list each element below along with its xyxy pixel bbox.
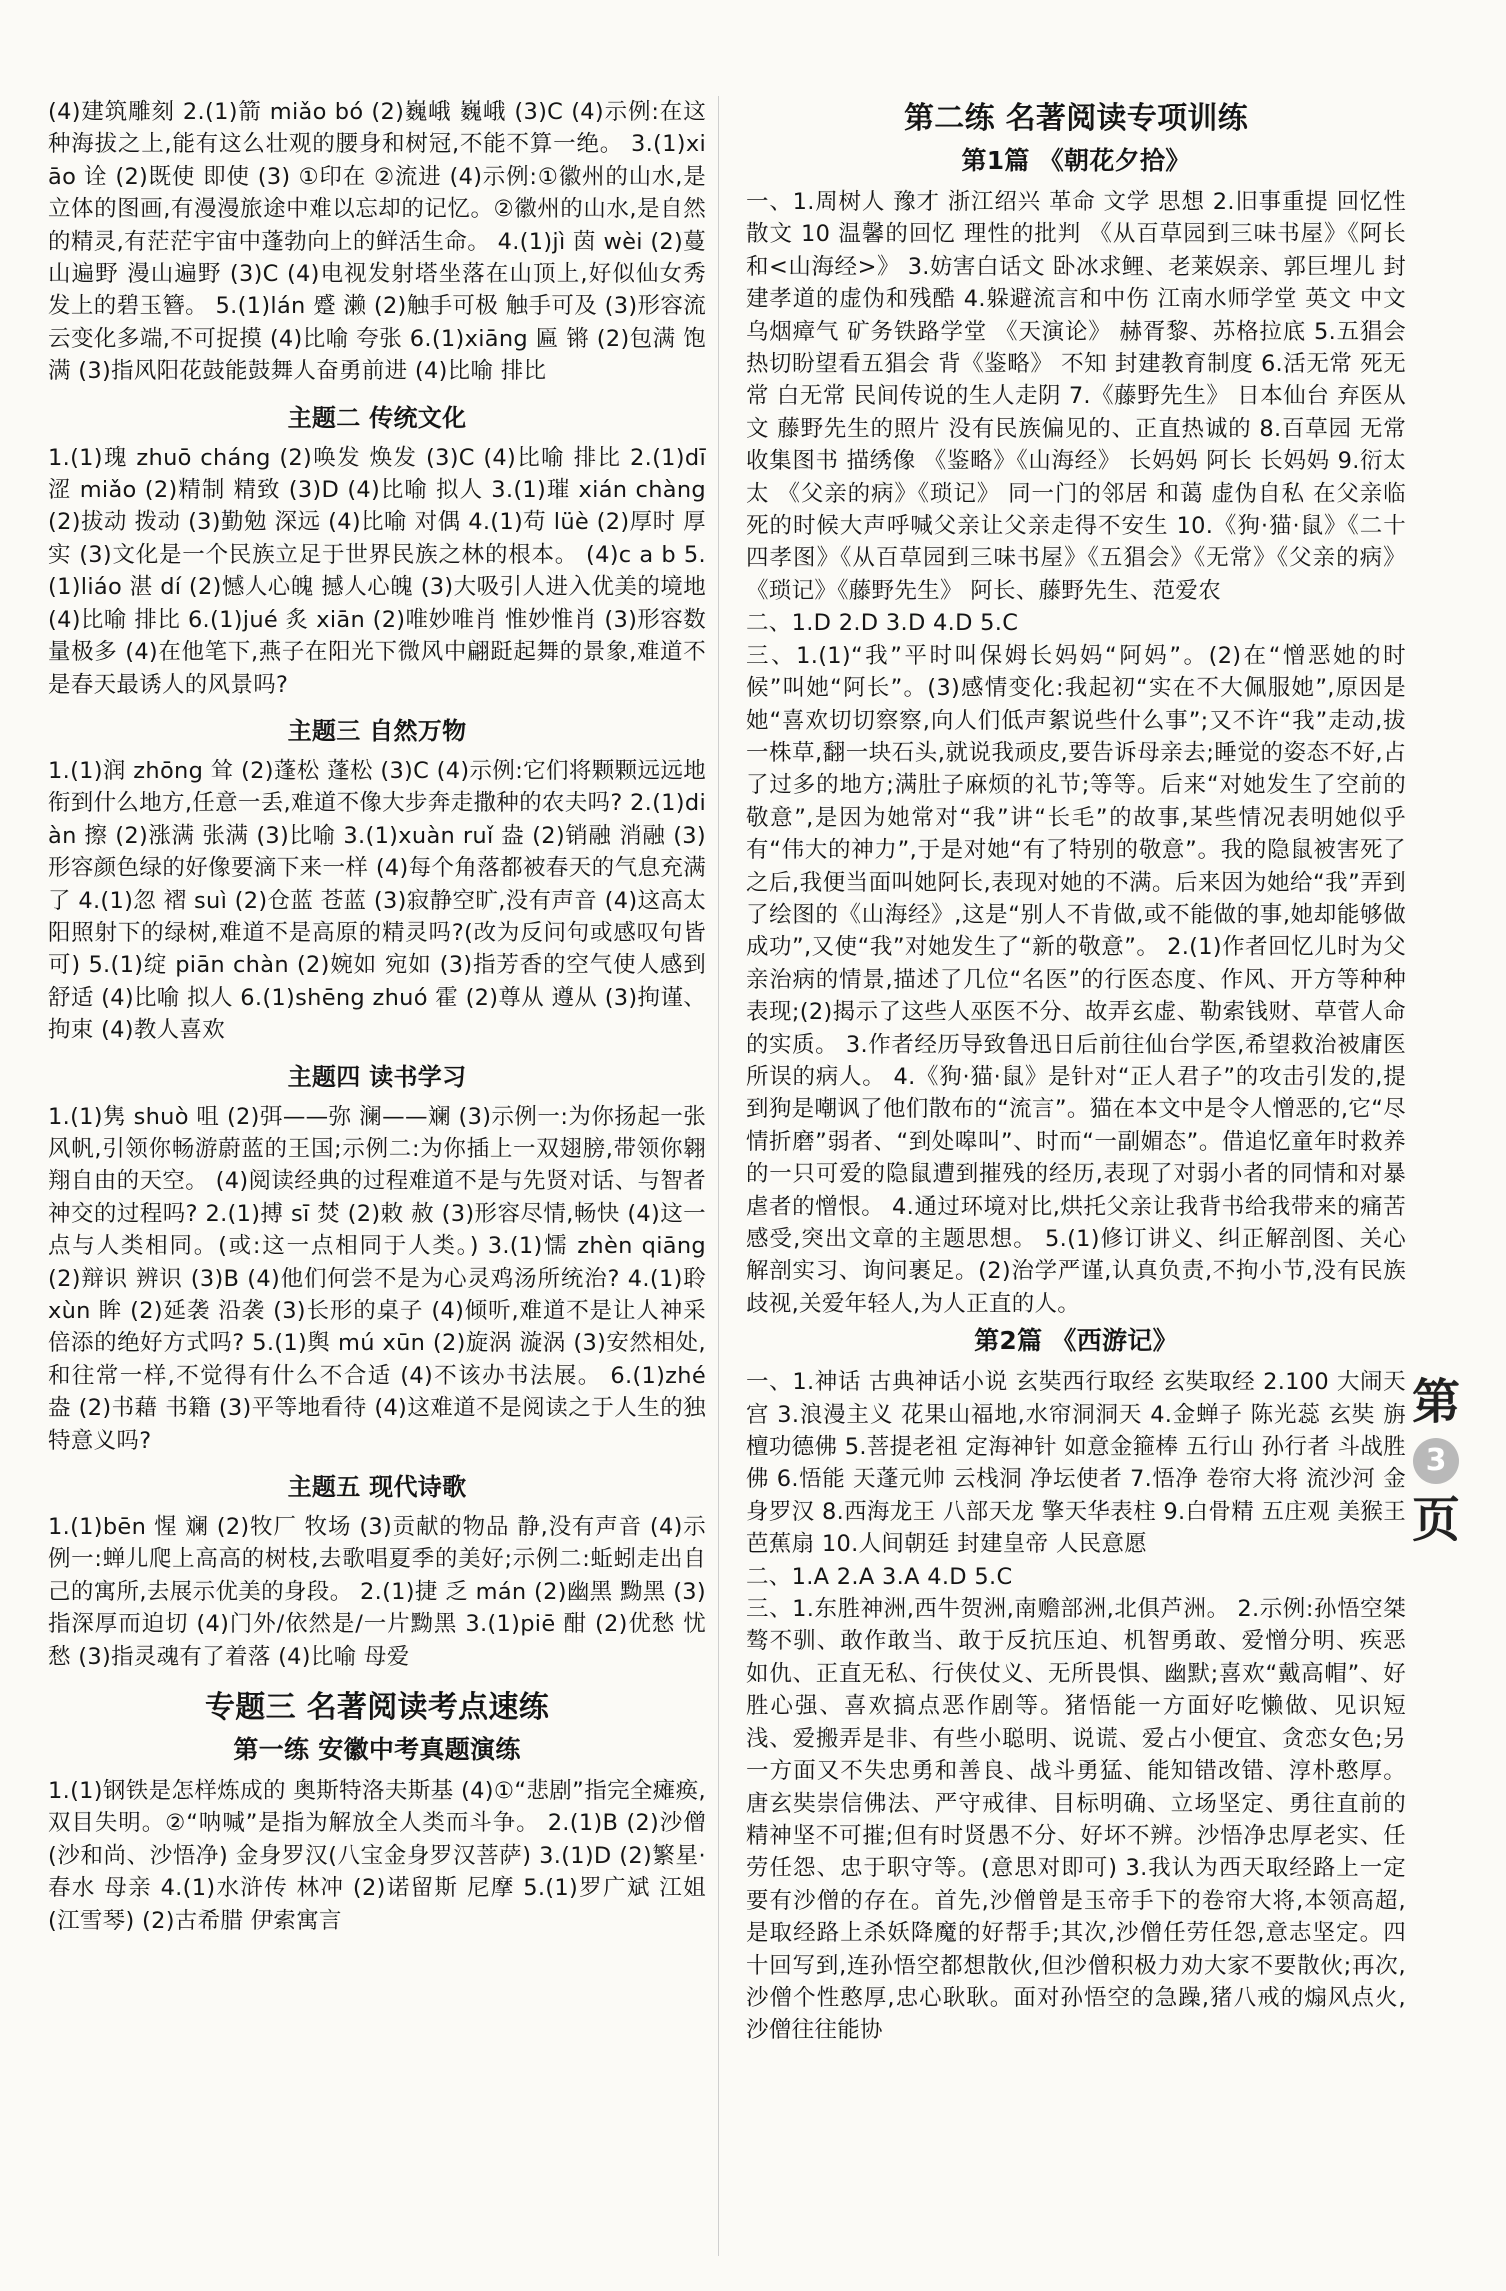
answer-paragraph-xiyou-3: 三、1.东胜神洲,西牛贺洲,南赡部洲,北俱芦洲。 2.示例:孙悟空桀骜不驯、敢作敢当、敢于反抗压迫、机智勇敢、爱憎分明、疾恶如仇、正直无私、行侠仗义、无所畏惧、幽默;喜欢“戴高帽”、好胜心强、喜欢搞点恶作剧等。猪悟能一方面好吃懒做、见识短浅、爱搬弄是非、有些小聪明、说谎、爱占小便宜、贪恋女色;另一方面又不失忠勇和善良、战斗勇猛、能知错改错、淳朴憨厚。唐玄奘崇信佛法、严守戒律、目标明确、立场坚定、勇往直前的精神坚不可摧;但有时贤愚不分、好坏不辨。沙悟净忠厚老实、任劳任怨、忠于职守等。(意思对即可) 3.我认为西天取经路上一定要有沙僧的存在。首先,沙僧曾是玉帝手下的卷帘大将,本领高超,是取经路上杀妖降魔的好帮手;其次,沙僧任劳任怨,意志坚定。四十回写到,连孙悟空都想散伙,但沙僧积极力劝大家不要散伙;再次,沙僧个性憨厚,忠心耿耿。面对孙悟空的急躁,猪八戒的煽风点火,沙僧往往能协 xyxy=(746,1596,1406,2044)
answer-paragraph-theme4: 1.(1)隽 shuò 咀 (2)弭——弥 澜——斓 (3)示例一:为你扬起一张风帆,引领你畅游蔚蓝的王国;示例二:为你插上一双翅膀,带领你翱翔自由的天空。 (4)阅读经典的过程难道不是与先贤对话、与智者神交的过程吗? 2.(1)搏 sī 焚 (2)敕 赦 (3)形容尽情,畅快 (4)这一点与人类相同。(或:这一点相同于人类。) 3.(1)懦 zhèn qiāng (2)辩识 辨识 (3)B (4)他们何尝不是为心灵鸡汤所统治? 4.(1)聆 xùn 眸 (2)延袭 沿袭 (3)长形的桌子 (4)倾听,难道不是让人神采倍添的绝好方式吗? 5.(1)舆 mú xūn (2)旋涡 漩涡 (3)安然相处,和往常一样,不觉得有什么不合适 (4)不该办书法展。 6.(1)zhé 盎 (2)书藉 书籍 (3)平等地看待 (4)这难道不是阅读之于人生的独特意义吗? xyxy=(48,1103,706,1454)
topic-heading-3: 专题三 名著阅读考点速练 xyxy=(204,1690,550,1726)
answer-paragraph-zhaohua-1: 一、1.周树人 豫才 浙江绍兴 革命 文学 思想 2.旧事重提 回忆性散文 10 温馨的回忆 理性的批判 《从百草园到三味书屋》《阿长和<山海经>》 3.妨害白话文 卧冰求鲤、老莱娱亲、郭巨埋儿 封建孝道的虚伪和残酷 4.躲避流言和中伤 江南水师学堂 英文 中文 乌烟瘴气 矿务铁路学堂 《天演论》 赫胥黎、苏格拉底 5.五猖会 热切盼望看五猖会 背《鉴略》 不知 封建教育制度 6.活无常 死无常 白无常 民间传说的生人走阴 7.《藤野先生》 日本仙台 弃医从文 藤野先生的照片 没有民族偏见的、正直热诚的 8.百草园 无常 收集图书 描绣像 《鉴略》《山海经》 长妈妈 阿长 长妈妈 9.衍太太 《父亲的病》《琐记》 同一门的邻居 和蔼 虚伪自私 在父亲临死的时候大声呼喊父亲让父亲走得不安生 10.《狗·猫·鼠》《二十四孝图》《从百草园到三味书屋》《五猖会》《无常》《父亲的病》《琐记》《藤野先生》 阿长、藤野先生、范爱农 xyxy=(746,189,1406,604)
section-heading-theme4: 主题四 读书学习 xyxy=(287,1062,467,1091)
answer-paragraph-theme2: 1.(1)瑰 zhuō cháng (2)唤发 焕发 (3)C (4)比喻 排比 2.(1)dī 涩 miǎo (2)精制 精致 (3)D (4)比喻 拟人 3.(1)璀 xián chàng (2)拔动 拨动 (3)勤勉 深远 (4)比喻 对偶 4.(1)苟 lüè (2)厚时 厚实 (3)文化是一个民族立足于世界民族之林的根本。 (4)c a b 5.(1)liáo 湛 dí (2)憾人心魄 撼人心魄 (3)大吸引人进入优美的境地 (4)比喻 排比 6.(1)jué 炙 xiān (2)唯妙唯肖 惟妙惟肖 (3)形容数量极多 (4)在他笔下,燕子在阳光下微风中翩跹起舞的景象,难道不是春天最诱人的风景吗? xyxy=(48,444,706,698)
answer-paragraph-theme1-end: (4)建筑雕刻 2.(1)箭 miǎo bó (2)巍峨 巍峨 (3)C (4)示例:在这种海拔之上,能有这么壮观的腰身和树冠,不能不算一绝。 3.(1)xiāo 诠 (2)既使 即使 (3) ①印在 ②流进 (4)示例:①徽州的山水,是立体的图画,有漫漫旅途中难以忘却的记忆。②徽州的山水,是自然的精灵,有茫茫宇宙中蓬勃向上的鲜活生命。 4.(1)jì 茵 wèi (2)蔓山遍野 漫山遍野 (3)C (4)电视发射塔坐落在山顶上,好似仙女秀发上的碧玉簪。 5.(1)lán 蹙 濑 (2)触手可极 触手可及 (3)形容流云变化多端,不可捉摸 (4)比喻 夸张 6.(1)xiāng 匾 锵 (2)包满 饱满 (3)指风阳花鼓能鼓舞人奋勇前进 (4)比喻 排比 xyxy=(48,99,706,385)
page-number-badge: 3 xyxy=(1413,1438,1459,1484)
section-heading-theme3: 主题三 自然万物 xyxy=(287,716,467,745)
chapter-heading-1: 第1篇 《朝花夕拾》 xyxy=(961,146,1191,175)
practice-heading-2: 第二练 名著阅读专项训练 xyxy=(903,101,1249,136)
page-number-suffix: 页 xyxy=(1411,1492,1460,1548)
left-column xyxy=(48,96,706,1937)
answer-paragraph-theme5: 1.(1)bēn 惺 斓 (2)牧厂 牧场 (3)贡献的物品 静,没有声音 (4)示例一:蝉儿爬上高高的树枝,去歌唱夏季的美好;示例二:蚯蚓走出自己的寓所,去展示优美的身段。 2.(1)捷 乏 mán (2)幽黑 黝黑 (3)指深厚而迫切 (4)门外/依然是/一片黝黑 3.(1)piē 酣 (2)优愁 忧愁 (3)指灵魂有了着落 (4)比喻 母爱 xyxy=(48,1514,706,1670)
chapter-heading-2: 第2篇 《西游记》 xyxy=(974,1326,1178,1356)
answer-paragraph-zhaohua-2: 二、1.D 2.D 3.D 4.D 5.C xyxy=(746,610,1019,637)
right-column xyxy=(746,96,1406,2047)
answer-paragraph-practice1: 1.(1)钢铁是怎样炼成的 奥斯特洛夫斯基 (4)①“悲剧”指完全瘫痪,双目失明。②“呐喊”是指为解放全人类而斗争。 2.(1)B (2)沙僧(沙和尚、沙悟净) 金身罗汉(八宝金身罗汉菩萨) 3.(1)D (2)繁星·春水 母亲 4.(1)水浒传 林冲 (2)诺留斯 尼摩 5.(1)罗广斌 江姐(江雪琴) (2)古希腊 伊索寓言 xyxy=(48,1778,706,1934)
page-number-marker xyxy=(1404,1370,1468,1552)
answer-paragraph-xiyou-1: 一、1.神话 古典神话小说 玄奘西行取经 玄奘取经 2.100 大闹天宫 3.浪漫主义 花果山福地,水帘洞洞天 4.金蝉子 陈光蕊 玄奘 旃檀功德佛 5.菩提老祖 定海神针 如意金箍棒 五行山 孙行者 斗战胜佛 6.悟能 天蓬元帅 云栈洞 净坛使者 7.悟净 卷帘大将 流沙河 金身罗汉 8.西海龙王 八部天龙 擎天华表柱 9.白骨精 五庄观 美猴王 芭蕉扇 10.人间朝廷 封建皇帝 人民意愿 xyxy=(746,1369,1406,1558)
practice-heading-1: 第一练 安徽中考真题演练 xyxy=(233,1735,521,1765)
page-number-prefix: 第 xyxy=(1411,1374,1460,1430)
section-heading-theme5: 主题五 现代诗歌 xyxy=(287,1473,467,1502)
answer-paragraph-theme3: 1.(1)润 zhōng 耸 (2)蓬松 蓬松 (3)C (4)示例:它们将颗颗远远地衔到什么地方,任意一丢,难道不像大步奔走撒种的农夫吗? 2.(1)diàn 擦 (2)涨满 张满 (3)比喻 3.(1)xuàn ruǐ 盎 (2)销融 消融 (3)形容颜色绿的好像要滴下来一样 (4)每个角落都被春天的气息充满了 4.(1)忽 褶 suì (2)仓蓝 苍蓝 (3)寂静空旷,没有声音 (4)这高太阳照射下的绿树,难道不是高原的精灵吗?(改为反问句或感叹句皆可) 5.(1)绽 piān chàn (2)婉如 宛如 (3)指芳香的空气使人感到舒适 (4)比喻 拟人 6.(1)shēng zhuó 霍 (2)尊从 遵从 (3)拘谨、拘束 (4)教人喜欢 xyxy=(48,757,706,1044)
section-heading-theme2: 主题二 传统文化 xyxy=(287,403,467,432)
column-divider xyxy=(718,96,719,2256)
answer-paragraph-xiyou-2: 二、1.A 2.A 3.A 4.D 5.C xyxy=(746,1563,1013,1590)
answer-paragraph-zhaohua-3: 三、1.(1)“我”平时叫保姆长妈妈“阿妈”。(2)在“憎恶她的时候”叫她“阿长”。(3)感情变化:我起初“实在不大佩服她”,原因是她“喜欢切切察察,向人们低声絮说些什么事”;又不许“我”走动,拔一株草,翻一块石头,就说我顽皮,要告诉母亲去;睡觉的姿态不好,占了过多的地方;满肚子麻烦的礼节;等等。后来“对她发生了空前的敬意”,是因为她常对“我”讲“长毛”的故事,某些情况表明她似乎有“伟大的神力”,于是对她“有了特别的敬意”。我的隐鼠被害死了之后,我便当面叫她阿长,表现对她的不满。后来因为她给“我”弄到了绘图的《山海经》,这是“别人不肯做,或不能做的事,她却能够做成功”,又使“我”对她发生了“新的敬意”。 2.(1)作者回忆儿时为父亲治病的情景,描述了几位“名医”的行医态度、作风、开方等种种表现;(2)揭示了这些人巫医不分、故弄玄虚、勒索钱财、草菅人命的实质。 3.作者经历导致鲁迅日后前往仙台学医,希望救治被庸医所误的病人。 4.《狗·猫·鼠》是针对“正人君子”的攻击引发的,提到狗是嘲讽了他们散布的“流言”。猫在本文中是令人憎恶的,它“尽情折磨”弱者、“到处嗥叫”、时而“一副媚态”。借追忆童年时救养的一只可爱的隐鼠遭到摧残的经历,表现了对弱小者的同情和对暴虐者的憎恨。 4.通过环境对比,烘托父亲让我背书给我带来的痛苦感受,突出文章的主题思想。 5.(1)修订讲义、纠正解剖图、关心解剖实习、询问裹足。(2)治学严谨,认真负责,不拘小节,没有民族歧视,关爱年轻人,为人正直的人。 xyxy=(746,642,1406,1317)
